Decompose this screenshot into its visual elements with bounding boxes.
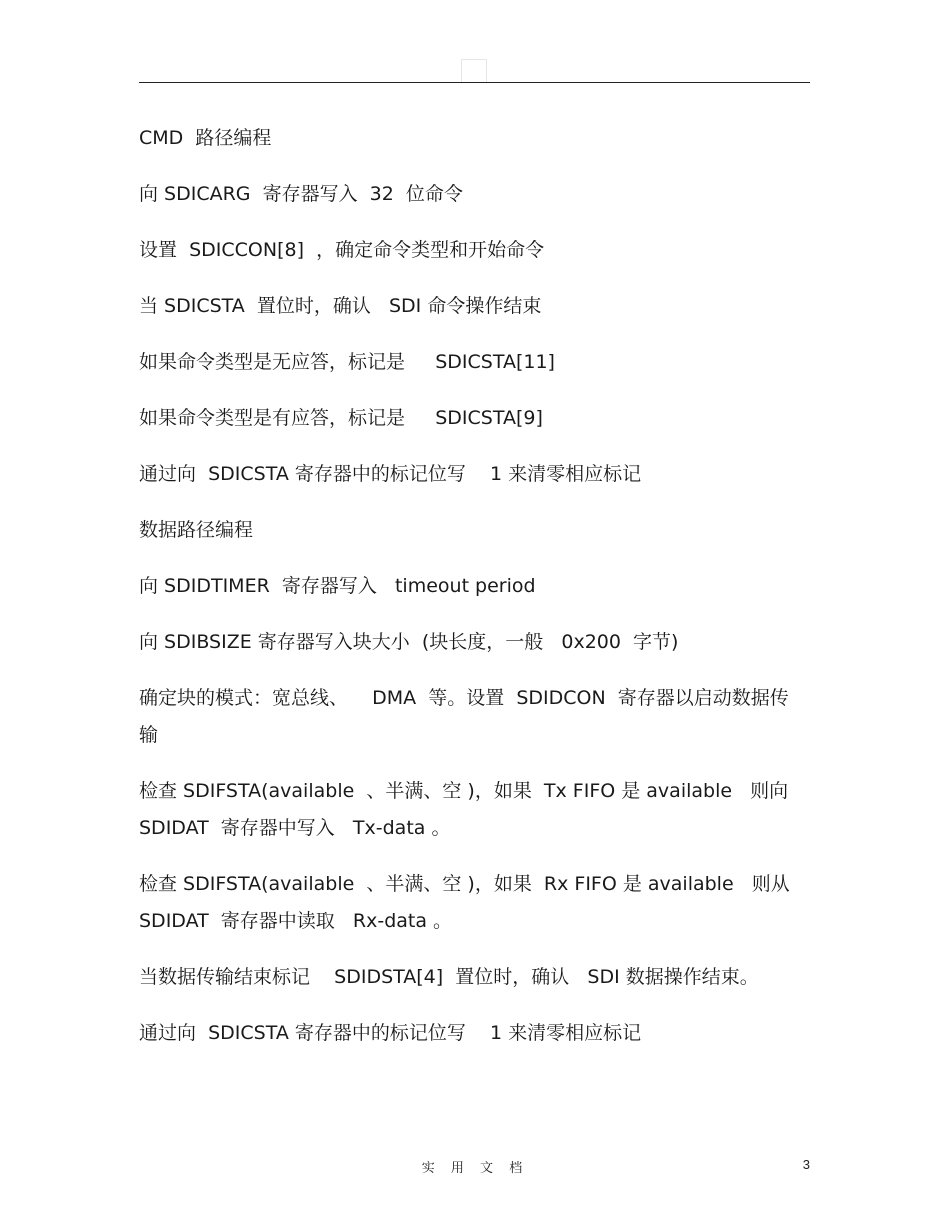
header-rule [139,82,810,83]
header-mark [461,59,487,82]
paragraph: 当数据传输结束标记 SDIDSTA[4] 置位时，确认 SDI 数据操作结束。 [139,966,759,988]
paragraph: 向 SDIDTIMER 寄存器写入 timeout period [139,575,536,597]
paragraph: 通过向 SDICSTA 寄存器中的标记位写 1 来清零相应标记 [139,463,642,485]
paragraph: 检查 SDIFSTA(available 、半满、空 )，如果 Tx FIFO 是 available 则向 SDIDAT 寄存器中写入 Tx-data 。 [139,780,795,839]
paragraph: 向 SDIBSIZE 寄存器写入块大小 (块长度，一般 0x200 字节) [139,631,679,653]
paragraph-data-heading: 数据路径编程 [139,519,254,541]
paragraph: 当 SDICSTA 置位时，确认 SDI 命令操作结束 [139,295,542,317]
paragraph: 如果命令类型是有应答，标记是 SDICSTA[9] [139,407,543,429]
paragraph: 通过向 SDICSTA 寄存器中的标记位写 1 来清零相应标记 [139,1022,642,1044]
paragraph: 设置 SDICCON[8] ，确定命令类型和开始命令 [139,239,545,261]
paragraph: 检查 SDIFSTA(available 、半满、空 )，如果 Rx FIFO 是 available 则从 SDIDAT 寄存器中读取 Rx-data 。 [139,873,796,932]
footer-label: 实 用 文 档 [421,1161,529,1176]
paragraph: 如果命令类型是无应答，标记是 SDICSTA[11] [139,351,555,373]
page-content [139,120,799,1071]
page-number: 3 [802,1157,810,1172]
paragraph: 向 SDICARG 寄存器写入 32 位命令 [139,183,463,205]
paragraph-cmd-heading: CMD 路径编程 [139,127,272,149]
paragraph: 确定块的模式：宽总线、 DMA 等。设置 SDIDCON 寄存器以启动数据传输 [139,687,789,746]
